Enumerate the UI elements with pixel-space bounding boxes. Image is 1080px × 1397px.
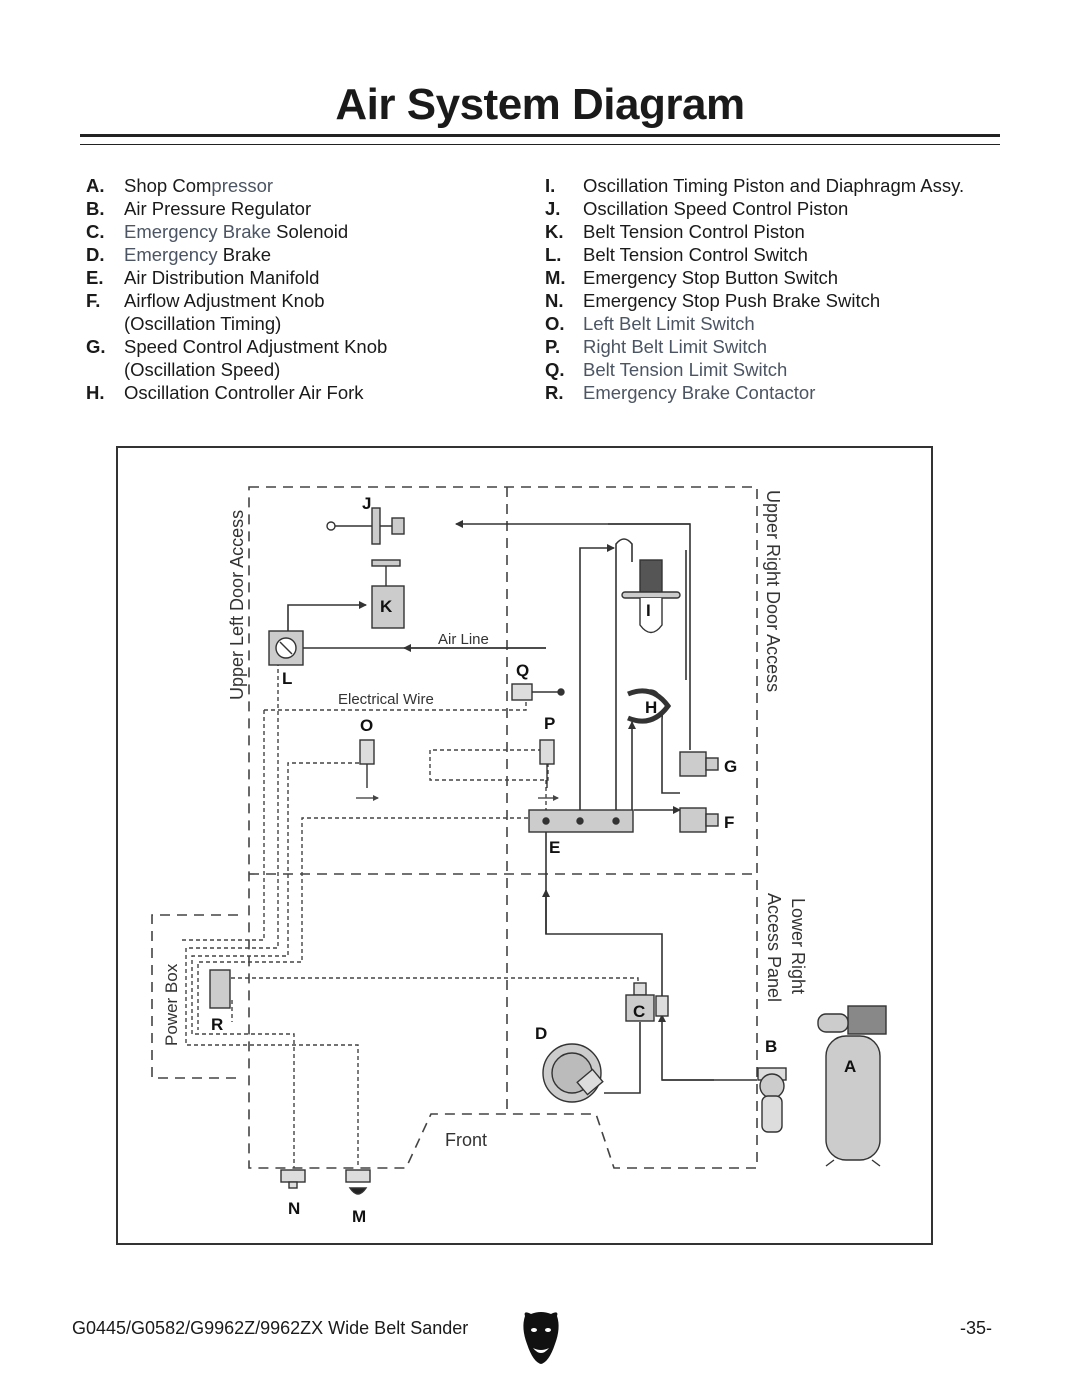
legend-key: C.	[86, 221, 105, 242]
legend-text-hi: Left Belt Limit Switch	[583, 313, 755, 334]
legend-text-hi: pressor	[211, 175, 274, 196]
legend-key: O.	[545, 313, 565, 334]
legend-key: M.	[545, 267, 566, 288]
oscillation-timing-piston	[622, 560, 680, 633]
label-f: F	[724, 813, 735, 832]
front-label: Front	[445, 1130, 488, 1150]
legend-key: F.	[86, 290, 101, 311]
label-d: D	[535, 1024, 548, 1043]
legend-key: G.	[86, 336, 106, 357]
legend-key: D.	[86, 244, 105, 265]
legend-text-hi: Right Belt Limit Switch	[583, 336, 768, 357]
label-i: I	[646, 601, 651, 620]
legend-key: J.	[545, 198, 561, 219]
lower-right-panel-label-1: Lower Right	[788, 898, 808, 995]
right-limit-switch	[538, 740, 558, 798]
legend-key: N.	[545, 290, 564, 311]
legend-text-pre: Emergency Stop Button Switch	[583, 267, 839, 288]
legend-text-pre: Belt Tension Control Switch	[583, 244, 808, 265]
footer-model: G0445/G0582/G9962Z/9962ZX Wide Belt Sander	[72, 1318, 469, 1338]
legend-key: Q.	[545, 359, 565, 380]
upper-right-door-label: Upper Right Door Access	[763, 490, 783, 693]
label-m: M	[352, 1207, 367, 1226]
legend-text-pre: Oscillation Controller Air Fork	[124, 382, 364, 403]
legend-key: H.	[86, 382, 105, 403]
label-j: J	[362, 494, 372, 513]
label-l: L	[282, 669, 293, 688]
label-a: A	[844, 1057, 857, 1076]
oscillation-speed-piston	[327, 508, 404, 544]
label-g: G	[724, 757, 738, 776]
belt-tension-switch	[269, 631, 303, 665]
legend-text-post: Brake	[217, 244, 272, 265]
belt-tension-piston	[372, 560, 404, 628]
legend-text-hi: Emergency Brake Contactor	[583, 382, 816, 403]
legend-key: I.	[545, 175, 556, 196]
legend-key: L.	[545, 244, 562, 265]
legend-text-line2: (Oscillation Timing)	[124, 313, 282, 334]
legend-text-line2: (Oscillation Speed)	[124, 359, 281, 380]
legend-key: P.	[545, 336, 561, 357]
emergency-brake	[543, 1044, 603, 1102]
shop-compressor	[818, 1006, 886, 1166]
legend-text-hi: Belt Tension Limit Switch	[583, 359, 788, 380]
brake-contactor	[210, 970, 230, 1008]
label-o: O	[360, 716, 374, 735]
legend-key: K.	[545, 221, 564, 242]
legend-text-hi: Emergency	[124, 244, 218, 265]
legend-key: E.	[86, 267, 104, 288]
pressure-regulator	[758, 1068, 786, 1132]
label-r: R	[211, 1015, 224, 1034]
speed-knob	[680, 752, 718, 776]
legend-text-pre: Airflow Adjustment Knob	[124, 290, 325, 311]
stop-button-switch	[346, 1170, 370, 1194]
label-k: K	[380, 597, 393, 616]
label-p: P	[544, 714, 556, 733]
label-e: E	[549, 838, 561, 857]
power-box-label: Power Box	[162, 963, 181, 1046]
legend-key: A.	[86, 175, 105, 196]
legend-text-hi: Emergency Brake	[124, 221, 272, 242]
legend-text-pre: Belt Tension Control Piston	[583, 221, 805, 242]
label-b: B	[765, 1037, 778, 1056]
legend-text-pre: Shop Com	[124, 175, 212, 196]
bear-logo	[521, 1310, 561, 1366]
electrical-wire-label: Electrical Wire	[338, 691, 434, 708]
upper-left-door-label: Upper Left Door Access	[227, 509, 247, 700]
footer-page-number: -35-	[960, 1318, 993, 1338]
push-brake-switch	[281, 1170, 305, 1188]
air-manifold	[529, 810, 633, 832]
page-title: Air System Diagram	[335, 80, 745, 129]
legend-text-post: Solenoid	[271, 221, 349, 242]
belt-tension-limit-switch	[512, 684, 564, 700]
legend-text-pre: Oscillation Timing Piston and Diaphragm Assy.	[583, 175, 965, 196]
label-n: N	[288, 1199, 301, 1218]
air-line-label: Air Line	[438, 631, 489, 648]
label-q: Q	[516, 661, 530, 680]
legend-text-pre: Speed Control Adjustment Knob	[124, 336, 388, 357]
label-c: C	[633, 1002, 646, 1021]
legend-text-pre: Emergency Stop Push Brake Switch	[583, 290, 881, 311]
legend-key: B.	[86, 198, 105, 219]
legend-text-pre: Oscillation Speed Control Piston	[583, 198, 849, 219]
airflow-knob	[680, 808, 718, 832]
legend-text-pre: Air Distribution Manifold	[124, 267, 320, 288]
legend-text-pre: Air Pressure Regulator	[124, 198, 312, 219]
lower-right-panel-label-2: Access Panel	[764, 893, 784, 1003]
legend-key: R.	[545, 382, 564, 403]
label-h: H	[645, 698, 658, 717]
left-limit-switch	[356, 740, 378, 798]
